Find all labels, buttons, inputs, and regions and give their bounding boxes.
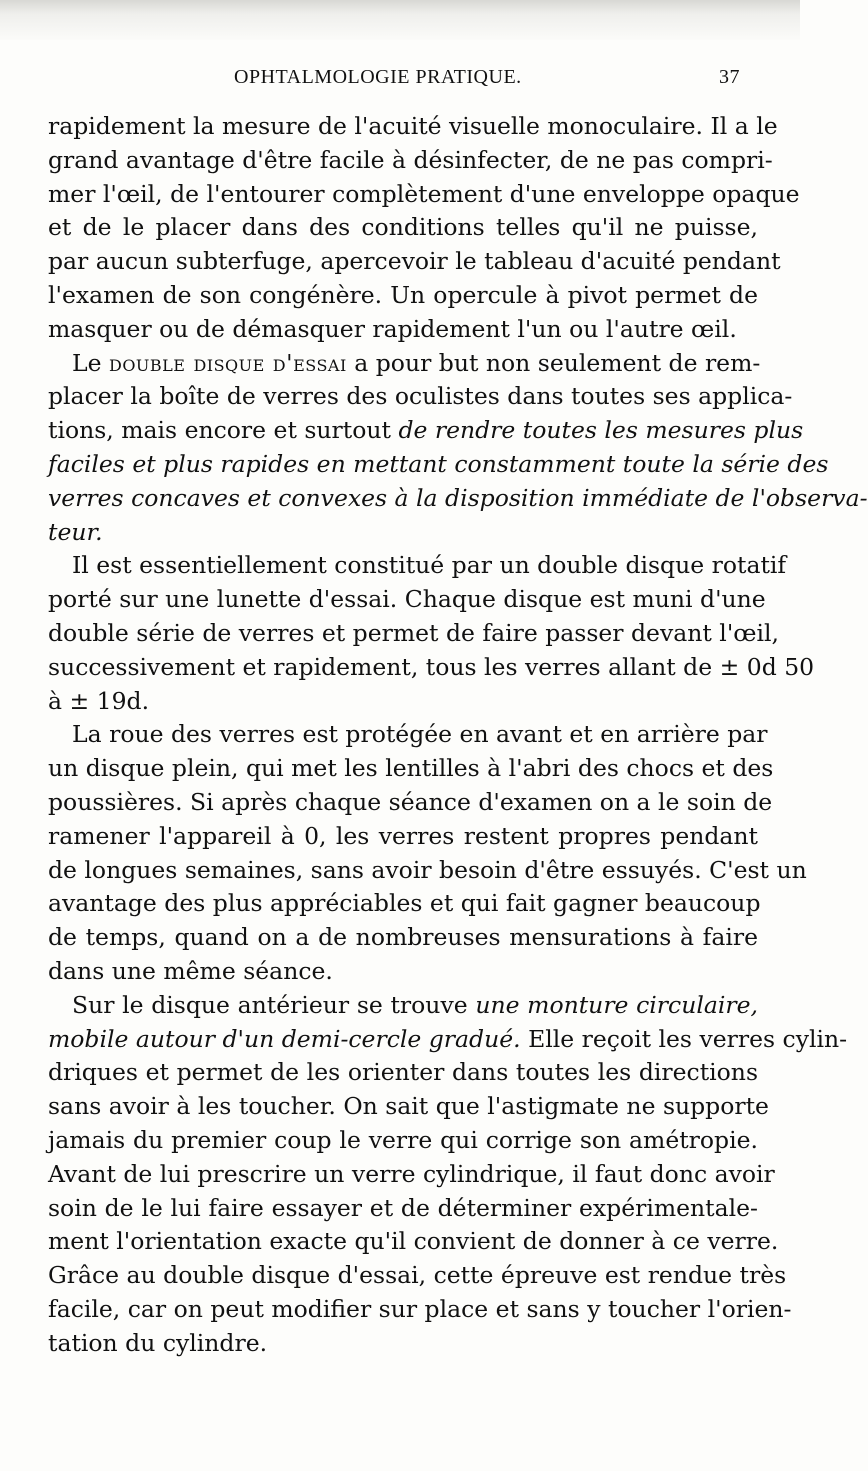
text-line: avantage des plus appréciables et qui fait gagner beaucoup: [48, 889, 761, 918]
text-line: de longues semaines, sans avoir besoin d'être essuyés. C'est un: [48, 855, 807, 884]
text-line: facile, car on peut modifier sur place et sans y toucher l'orien-: [48, 1294, 792, 1323]
text-run: Elle reçoit les verres cylin-: [520, 1024, 848, 1053]
device-name-smallcaps: double disque d'essai: [108, 348, 347, 377]
text-line: jamais du premier coup le verre qui corrige son amétropie.: [48, 1125, 758, 1154]
paragraph-5: [48, 989, 848, 1361]
paragraph-2: [48, 347, 868, 550]
text-line: par aucun subterfuge, apercevoir le tableau d'acuité pendant: [48, 247, 781, 276]
page-number: 37: [719, 66, 740, 88]
text-line: ramener l'appareil à 0, les verres restent propres pendant: [48, 821, 758, 850]
text-line: La roue des verres est protégée en avant et en arrière par: [72, 720, 768, 749]
text-line: Grâce au double disque d'essai, cette épreuve est rendue très: [48, 1261, 787, 1290]
text-line: rapidement la mesure de l'acuité visuelle monoculaire. Il a le: [48, 112, 778, 140]
paragraph-3: [48, 549, 815, 718]
text-line: [48, 989, 758, 1023]
page-top-edge: [0, 0, 800, 40]
text-line: driques et permet de les orienter dans toutes les directions: [48, 1058, 758, 1087]
italic-line: verres concaves et convexes à la disposition immédiate de l'observa-: [48, 483, 868, 512]
text-line: [48, 347, 761, 381]
text-line: un disque plein, qui met les lentilles à l'abri des chocs et des: [48, 754, 774, 783]
italic-run: une monture circulaire,: [475, 990, 758, 1019]
body-text: [48, 110, 868, 1360]
page-header: [48, 66, 740, 96]
text-line: successivement et rapidement, tous les verres allant de ± 0d 50: [48, 652, 815, 681]
text-line: double série de verres et permet de faire passer devant l'œil,: [48, 618, 780, 647]
italic-run: mobile autour d'un demi-cercle gradué.: [48, 1024, 521, 1053]
text-run: Le: [72, 348, 109, 377]
text-line: Il est essentiellement constitué par un double disque rotatif: [72, 551, 787, 580]
text-line: sans avoir à les toucher. On sait que l'astigmate ne supporte: [48, 1092, 769, 1121]
running-title: OPHTALMOLOGIE PRATIQUE.: [234, 66, 522, 88]
italic-line: teur.: [48, 517, 103, 546]
paragraph-1: [48, 110, 800, 347]
italic-line: faciles et plus rapides en mettant constamment toute la série des: [48, 449, 829, 478]
text-run: Sur le disque antérieur se trouve: [72, 990, 476, 1019]
text-line: de temps, quand on a de nombreuses mensurations à faire: [48, 923, 758, 952]
text-line: poussières. Si après chaque séance d'examen on a le soin de: [48, 787, 773, 816]
text-run: a pour but non seulement de rem-: [346, 348, 761, 377]
text-run: tions, mais encore et surtout: [48, 416, 399, 445]
text-line: placer la boîte de verres des oculistes dans toutes ses applica-: [48, 382, 793, 411]
text-line: à ± 19d.: [48, 686, 150, 715]
text-line: mer l'œil, de l'entourer complètement d'une enveloppe opaque: [48, 179, 800, 208]
text-line: l'examen de son congénère. Un opercule à pivot permet de: [48, 280, 758, 309]
text-line: soin de le lui faire essayer et de déterminer expérimentale-: [48, 1193, 758, 1222]
text-line: tation du cylindre.: [48, 1328, 268, 1357]
text-line: Avant de lui prescrire un verre cylindrique, il faut donc avoir: [48, 1159, 775, 1188]
text-line: grand avantage d'être facile à désinfecter, de ne pas compri-: [48, 145, 773, 174]
text-line: [48, 414, 804, 448]
text-line: porté sur une lunette d'essai. Chaque disque est muni d'une: [48, 585, 766, 614]
text-line: [48, 1023, 848, 1057]
paragraph-4: [48, 718, 807, 988]
italic-run: de rendre toutes les mesures plus: [398, 416, 804, 445]
text-line: et de le placer dans des conditions telles qu'il ne puisse,: [48, 213, 758, 242]
text-line: dans une même séance.: [48, 956, 333, 985]
text-line: masquer ou de démasquer rapidement l'un ou l'autre œil.: [48, 314, 737, 343]
text-line: ment l'orientation exacte qu'il convient de donner à ce verre.: [48, 1227, 779, 1256]
